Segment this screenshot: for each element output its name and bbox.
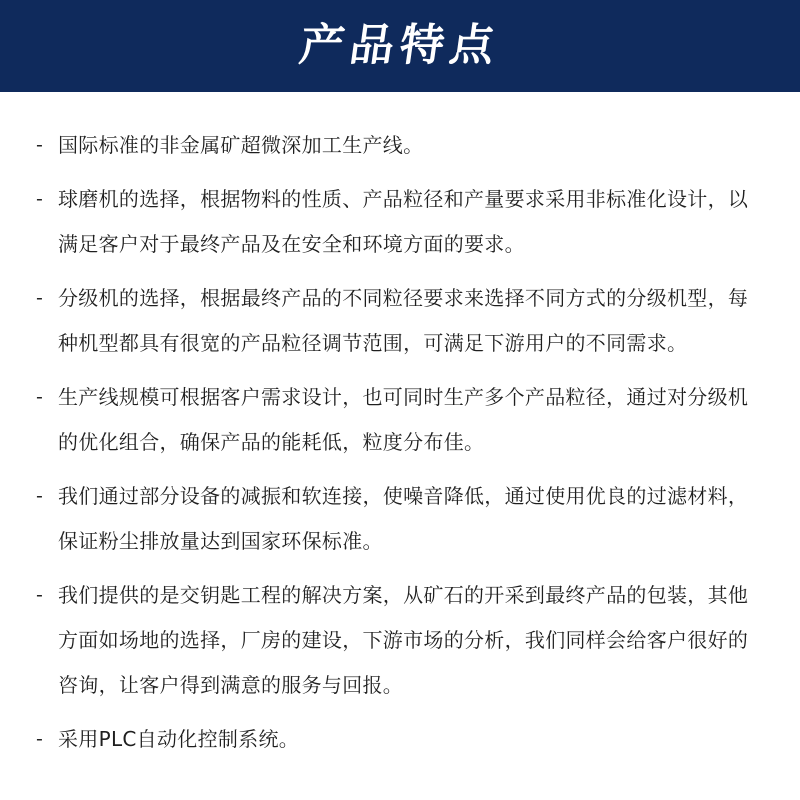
- bullet-dash: -: [36, 386, 43, 408]
- feature-item-5: [36, 474, 766, 564]
- feature-item-6: [36, 573, 766, 708]
- feature-item-1: [36, 123, 766, 168]
- feature-text: 我们提供的是交钥匙工程的解决方案，从矿石的开采到最终产品的包装，其他方面如场地的选择，厂房的建设，下游市场的分析，我们同样会给客户很好的咨询，让客户得到满意的服务与回报。: [58, 583, 749, 697]
- bullet-dash: -: [36, 134, 43, 156]
- feature-text: 球磨机的选择，根据物料的性质、产品粒径和产量要求采用非标准化设计，以满足客户对于最终产品及在安全和环境方面的要求。: [58, 187, 749, 256]
- feature-text: 分级机的选择，根据最终产品的不同粒径要求来选择不同方式的分级机型，每种机型都具有很宽的产品粒径调节范围，可满足下游用户的不同需求。: [58, 286, 749, 355]
- page-title: 产品特点: [296, 20, 504, 71]
- bullet-dash: -: [36, 287, 43, 309]
- feature-item-4: [36, 375, 766, 465]
- feature-text: 我们通过部分设备的减振和软连接，使噪音降低，通过使用优良的过滤材料，保证粉尘排放量达到国家环保标准。: [58, 484, 749, 553]
- feature-text: 生产线规模可根据客户需求设计，也可同时生产多个产品粒径，通过对分级机的优化组合，确保产品的能耗低，粒度分布佳。: [58, 385, 749, 454]
- bullet-dash: -: [36, 728, 43, 750]
- feature-item-2: [36, 177, 766, 267]
- bullet-dash: -: [36, 584, 43, 606]
- feature-item-3: [36, 276, 766, 366]
- header-banner: [0, 0, 800, 92]
- feature-text: 国际标准的非金属矿超微深加工生产线。: [58, 133, 424, 157]
- bullet-dash: -: [36, 188, 43, 210]
- feature-item-7: [36, 717, 766, 762]
- feature-list: [36, 123, 766, 771]
- bullet-dash: -: [36, 485, 43, 507]
- feature-text: 采用PLC自动化控制系统。: [58, 727, 300, 751]
